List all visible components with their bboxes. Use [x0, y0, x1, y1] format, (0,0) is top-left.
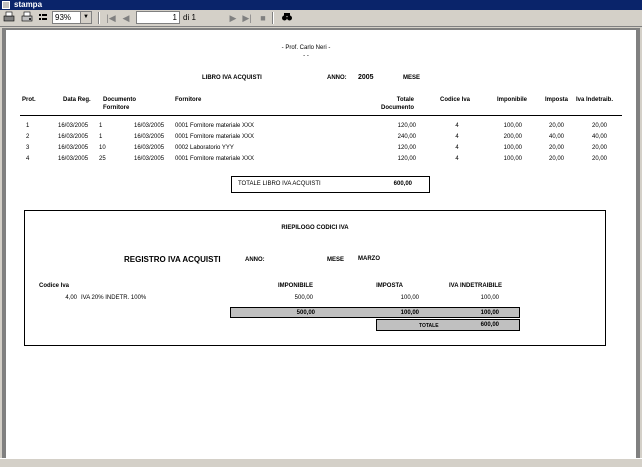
subtotal-bar	[230, 307, 520, 318]
report-page	[6, 30, 636, 458]
report-owner: - Prof. Carlo Neri -	[281, 45, 331, 51]
cell-imposta: 20,00	[548, 145, 564, 151]
zoom-select[interactable]	[52, 11, 92, 24]
riepilogo-iva-indetraibile: 100,00	[480, 295, 499, 301]
cell-totale: 240,00	[397, 134, 416, 140]
cell-data-reg: 16/03/2005	[58, 156, 89, 162]
zoom-value: 93%	[55, 13, 72, 22]
cell-prot: 4	[26, 156, 30, 162]
riepilogo-totale-value: 600,00	[480, 322, 499, 328]
last-page-icon[interactable]: ▶|	[242, 13, 252, 23]
cell-fornitore: 0001 Fornitore materiale XXX	[175, 156, 255, 162]
riepilogo-mese-label: MESE	[327, 257, 345, 263]
riepilogo-panel	[24, 210, 606, 346]
find-icon[interactable]	[280, 11, 294, 25]
cell-fornitore: 0001 Fornitore materiale XXX	[175, 134, 255, 140]
cell-num-doc: 25	[99, 156, 106, 162]
cell-data-reg: 16/03/2005	[58, 134, 89, 140]
totale-label: TOTALE LIBRO IVA ACQUISTI	[238, 181, 321, 187]
col-iva-indetraib: Iva Indetraib.	[576, 97, 614, 103]
subtotal-imponibile: 500,00	[296, 310, 315, 316]
next-page-icon[interactable]: ▶	[229, 13, 237, 23]
col-imposta: Imposta	[545, 97, 569, 103]
cell-data-reg: 16/03/2005	[58, 145, 89, 151]
cell-totale: 120,00	[397, 156, 416, 162]
cell-iva-indetraib: 20,00	[591, 156, 607, 162]
zoom-icon[interactable]	[37, 11, 49, 25]
cell-data-doc: 16/03/2005	[134, 123, 165, 129]
anno-value: 2005	[358, 74, 374, 81]
col-prot: Prot.	[22, 97, 36, 103]
riepilogo-mese-value: MARZO	[358, 256, 380, 262]
cell-codice-iva: 4	[455, 123, 459, 129]
cell-totale: 120,00	[397, 145, 416, 151]
riepilogo-anno-label: ANNO:	[245, 257, 265, 263]
riepilogo-imposta: 100,00	[400, 295, 419, 301]
cell-iva-indetraib: 20,00	[591, 145, 607, 151]
cell-data-reg: 16/03/2005	[58, 123, 89, 129]
riepilogo-imponibile: 500,00	[294, 295, 313, 301]
col-totale: Totale	[396, 97, 414, 103]
cell-num-doc: 1	[99, 134, 103, 140]
toolbar-separator	[98, 12, 100, 24]
riepilogo-descrizione: IVA 20% INDETR. 100%	[81, 295, 147, 301]
cell-imponibile: 100,00	[503, 123, 522, 129]
cell-num-doc: 10	[99, 145, 106, 151]
report-owner-sub: - -	[303, 53, 309, 59]
riepilogo-codice: 4,00	[65, 295, 77, 301]
cell-codice-iva: 4	[455, 134, 459, 140]
cell-prot: 2	[26, 134, 30, 140]
cell-codice-iva: 4	[455, 145, 459, 151]
cell-imposta: 20,00	[548, 123, 564, 129]
col-data-reg: Data Reg.	[63, 97, 91, 103]
subtotal-iva-indetraibile: 100,00	[480, 310, 499, 316]
cell-imposta: 40,00	[548, 134, 564, 140]
cell-data-doc: 16/03/2005	[134, 145, 165, 151]
window-title: stampa	[14, 0, 43, 9]
riepilogo-col-codice-iva: Codice Iva	[39, 283, 70, 289]
cell-iva-indetraib: 20,00	[591, 123, 607, 129]
cell-imponibile: 100,00	[503, 156, 522, 162]
cell-num-doc: 1	[99, 123, 103, 129]
col-codice-iva: Codice Iva	[440, 97, 471, 103]
col-documento: Documento	[103, 97, 136, 103]
window-titlebar	[0, 0, 642, 10]
col-documento-fornitore: Fornitore	[103, 105, 130, 111]
cell-prot: 3	[26, 145, 30, 151]
riepilogo-col-iva-indetraibile: IVA INDETRAIBILE	[449, 283, 503, 289]
riepilogo-totale-label: TOTALE	[419, 323, 439, 329]
cell-totale: 120,00	[397, 123, 416, 129]
cell-imponibile: 200,00	[503, 134, 522, 140]
anno-label: ANNO:	[327, 75, 347, 81]
totale-value: 600,00	[393, 181, 412, 187]
prev-page-icon[interactable]: ◀	[122, 13, 130, 23]
riepilogo-col-imponibile: IMPONIBILE	[277, 283, 313, 289]
cell-imposta: 20,00	[548, 156, 564, 162]
stop-icon[interactable]: ■	[260, 13, 266, 23]
cell-imponibile: 100,00	[503, 145, 522, 151]
printer-setup-icon[interactable]	[20, 11, 34, 25]
subtotal-imposta: 100,00	[400, 310, 419, 316]
toolbar-separator	[272, 12, 274, 24]
page-count: di 1	[183, 13, 196, 22]
cell-prot: 1	[26, 123, 30, 129]
print-icon[interactable]	[2, 11, 16, 25]
cell-data-doc: 16/03/2005	[134, 134, 165, 140]
cell-fornitore: 0001 Fornitore materiale XXX	[175, 123, 255, 129]
totale-box	[231, 176, 430, 193]
riepilogo-col-imposta: IMPOSTA	[376, 283, 403, 289]
cell-fornitore: 0002 Laboratorio YYY	[175, 145, 234, 151]
cell-iva-indetraib: 40,00	[591, 134, 607, 140]
report-viewport[interactable]	[2, 28, 640, 458]
report-toolbar	[0, 10, 642, 27]
col-imponibile: Imponibile	[497, 97, 527, 103]
app-icon	[2, 1, 10, 9]
page-number-input[interactable]: 1	[136, 11, 180, 24]
report-title: LIBRO IVA ACQUISTI	[202, 75, 262, 81]
riepilogo-title: RIEPILOGO CODICI IVA	[281, 225, 349, 231]
first-page-icon[interactable]: |◀	[106, 13, 116, 23]
cell-data-doc: 16/03/2005	[134, 156, 165, 162]
riepilogo-totale-bar	[376, 319, 520, 331]
registro-label: REGISTRO IVA ACQUISTI	[124, 255, 221, 264]
col-fornitore: Fornitore	[175, 97, 202, 103]
cell-codice-iva: 4	[455, 156, 459, 162]
col-totale-documento: Documento	[381, 105, 414, 111]
chevron-down-icon[interactable]: ▼	[80, 12, 91, 23]
mese-label: MESE	[403, 75, 421, 81]
header-divider	[20, 115, 622, 116]
